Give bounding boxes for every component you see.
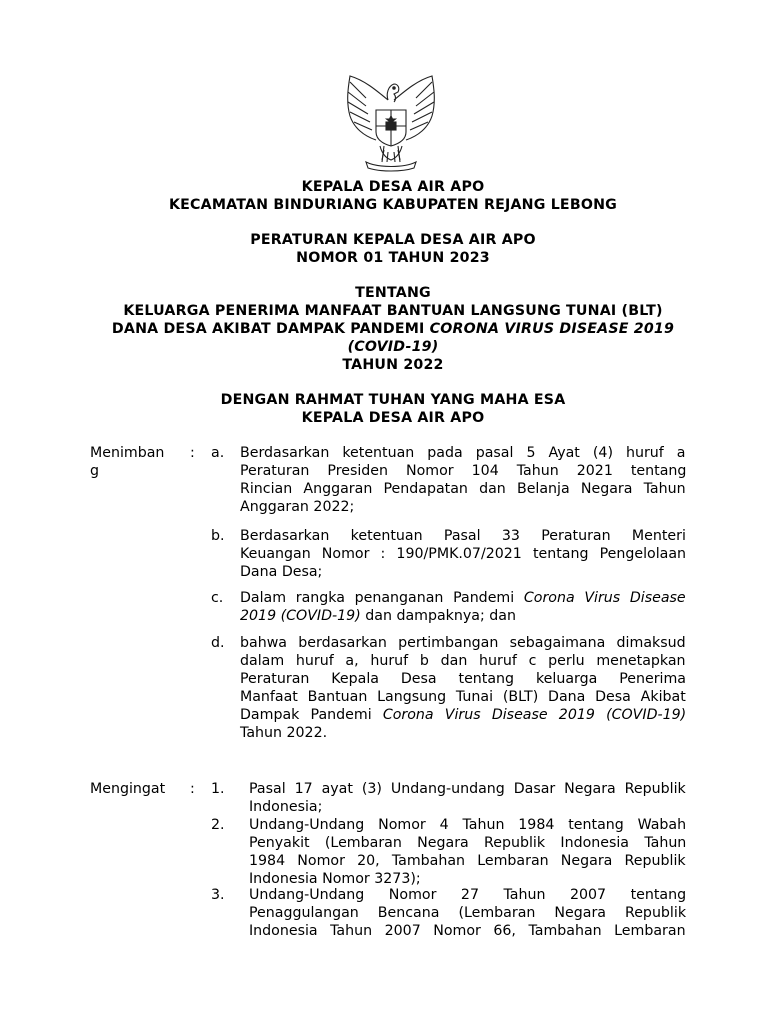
mengingat-item-3-line: Penaggulangan Bencana (Lembaran Negara Republik xyxy=(249,905,687,921)
menimbang-item-d-italic: Corona Virus Disease 2019 (COVID-19) xyxy=(382,707,687,723)
menimbang-item-c-italic: Corona Virus Disease xyxy=(523,590,686,606)
header-authority xyxy=(60,178,726,214)
menimbang-item-d-line: dalam huruf a, huruf b dan huruf c perlu menetapkan xyxy=(240,653,686,669)
menimbang-item-b-mark: b. xyxy=(211,528,225,544)
header-line-4: NOMOR 01 TAHUN 2023 xyxy=(296,250,490,266)
menimbang-item-d-line: Peraturan Kepala Desa tentang keluarga Penerima xyxy=(240,671,687,687)
mengingat-item-2-line: Indonesia Nomor 3273); xyxy=(249,871,421,887)
menimbang-item-b-line: Dana Desa; xyxy=(240,564,323,580)
menimbang-item-b-line: Berdasarkan ketentuan Pasal 33 Peraturan Menteri xyxy=(240,528,686,544)
header-preamble xyxy=(60,391,726,427)
menimbang-item-a xyxy=(240,444,686,516)
header-line-3: PERATURAN KEPALA DESA AIR APO xyxy=(250,232,536,248)
header-line-7-italic: CORONA VIRUS DISEASE 2019 xyxy=(429,321,675,337)
menimbang-item-d-mark: d. xyxy=(211,635,225,651)
mengingat-item-2 xyxy=(249,816,686,888)
header-line-6: KELUARGA PENERIMA MANFAAT BANTUAN LANGSUNG TUNAI (BLT) xyxy=(123,303,663,319)
menimbang-item-d-line: Manfaat Bantuan Langsung Tunai (BLT) Dana Desa Akibat xyxy=(240,689,686,705)
menimbang-item-c-line-2 xyxy=(240,607,686,625)
menimbang-item-c-text: dan dampaknya; dan xyxy=(360,608,516,624)
menimbang-item-a-mark: a. xyxy=(211,445,225,461)
menimbang-item-c-italic: 2019 (COVID-19) xyxy=(240,608,361,624)
menimbang-item-a-line: Rincian Anggaran Pendapatan dan Belanja Negara Tahun xyxy=(240,481,686,497)
menimbang-colon: : xyxy=(190,445,195,461)
menimbang-item-a-line: Peraturan Presiden Nomor 104 Tahun 2021 tentang xyxy=(240,463,687,479)
menimbang-label xyxy=(90,444,164,480)
header-line-5: TENTANG xyxy=(355,285,431,301)
mengingat-item-1-line: Pasal 17 ayat (3) Undang-undang Dasar Negara Republik xyxy=(249,781,686,797)
header-subject xyxy=(60,284,726,374)
menimbang-item-c-text: Dalam rangka penanganan Pandemi xyxy=(240,590,524,606)
mengingat-item-3-line: Indonesia Tahun 2007 Nomor 66, Tambahan Lembaran xyxy=(249,923,686,939)
mengingat-item-2-line: Undang-Undang Nomor 4 Tahun 1984 tentang Wabah xyxy=(249,817,687,833)
mengingat-item-2-line: 1984 Nomor 20, Tambahan Lembaran Negara Republik xyxy=(249,853,686,869)
menimbang-item-a-line: Berdasarkan ketentuan pada pasal 5 Ayat (4) huruf a xyxy=(240,445,686,461)
menimbang-item-d-line-5 xyxy=(240,706,686,724)
menimbang-item-a-line: Anggaran 2022; xyxy=(240,499,355,515)
mengingat-item-2-line: Penyakit (Lembaran Negara Republik Indonesia Tahun xyxy=(249,835,687,851)
header-line-11: KEPALA DESA AIR APO xyxy=(301,410,485,426)
menimbang-label-line-1: Menimban xyxy=(90,445,165,461)
menimbang-item-c xyxy=(240,589,686,625)
menimbang-label-line-2: g xyxy=(90,463,100,479)
header-regulation xyxy=(60,231,726,267)
garuda-emblem-icon xyxy=(336,70,446,172)
header-line-7 xyxy=(60,320,726,338)
header-line-8: (COVID-19) xyxy=(347,339,439,355)
mengingat-item-2-mark: 2. xyxy=(211,817,225,833)
mengingat-colon: : xyxy=(190,781,195,797)
mengingat-label: Mengingat xyxy=(90,781,166,797)
menimbang-item-c-mark: c. xyxy=(211,590,224,606)
mengingat-item-1 xyxy=(249,780,686,816)
header-line-2: KECAMATAN BINDURIANG KABUPATEN REJANG LEBONG xyxy=(168,197,618,213)
menimbang-item-c-line-1 xyxy=(240,589,686,607)
menimbang-item-b xyxy=(240,527,686,581)
header-line-7-plain: DANA DESA AKIBAT DAMPAK PANDEMI xyxy=(111,321,430,337)
header-line-9: TAHUN 2022 xyxy=(342,357,444,373)
menimbang-item-d-line: Tahun 2022. xyxy=(240,725,328,741)
mengingat-item-1-mark: 1. xyxy=(211,781,225,797)
header-line-10: DENGAN RAHMAT TUHAN YANG MAHA ESA xyxy=(220,392,566,408)
mengingat-item-3-line: Undang-Undang Nomor 27 Tahun 2007 tentang xyxy=(249,887,687,903)
menimbang-item-d-text: Dampak Pandemi xyxy=(240,707,383,723)
mengingat-item-3-mark: 3. xyxy=(211,887,225,903)
mengingat-item-1-line: Indonesia; xyxy=(249,799,323,815)
menimbang-item-b-line: Keuangan Nomor : 190/PMK.07/2021 tentang Pengelolaan xyxy=(240,546,687,562)
menimbang-item-d xyxy=(240,634,686,742)
mengingat-item-3 xyxy=(249,886,686,940)
menimbang-item-d-line: bahwa berdasarkan pertimbangan sebagaimana dimaksud xyxy=(240,635,686,651)
header-line-1: KEPALA DESA AIR APO xyxy=(301,179,485,195)
